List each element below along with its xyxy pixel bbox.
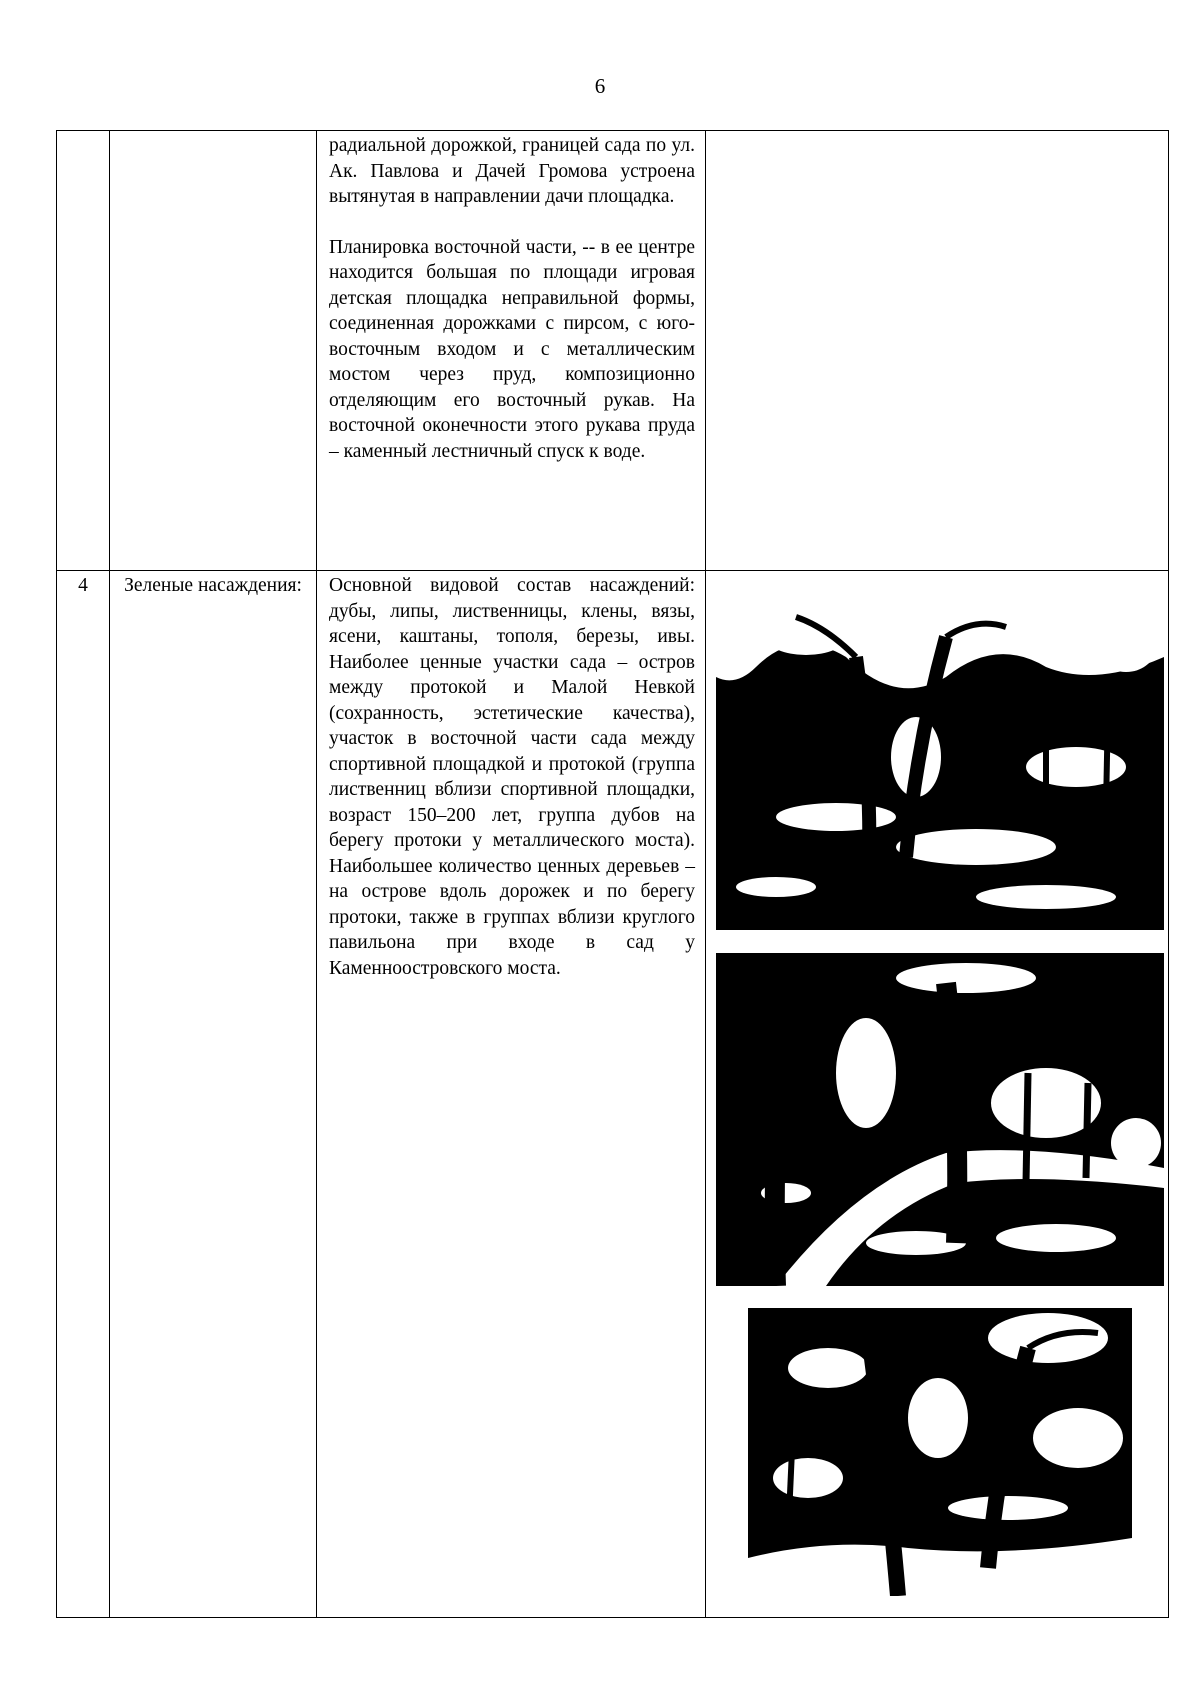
page-number: 6 [594, 74, 606, 98]
row-name-cell [110, 131, 317, 571]
row-image-cell [706, 571, 1169, 1618]
row-description-cell [317, 571, 706, 1618]
park-photo-alley [716, 953, 1164, 1286]
row-name-cell: Зеленые насаждения: [110, 571, 317, 1618]
description-paragraph: Планировка восточной части, -- в ее центре находится большая по площади игровая детская площадка неправильной формы, соединенная дорожками с пирсом, с юго-восточным входом и с металлическим мостом через пруд, композиционно отделяющим его восточный рукав. На восточной оконечности этого рукава пруда – каменный лестничный спуск к воде. [329, 236, 695, 462]
document-table [56, 130, 1169, 1618]
description-paragraph: радиальной дорожкой, границей сада по ул. Ак. Павлова и Дачей Громова устроена вытянутая в направлении дачи площадка. [329, 135, 695, 207]
description-paragraph: Основной видовой состав насаждений: дубы, липы, лиственницы, клены, вязы, ясени, каштаны, тополя, березы, ивы. Наиболее ценные участки сада – остров между протокой и Малой Невкой (сохранность, эстетические качества), участок в восточной части сада между спортивной площадкой и протокой (группа лиственниц вблизи спортивной площадки, возраст 150–200 лет, группа дубов на берегу протоки у металлического моста). Наибольшее количество ценных деревьев – на острове вдоль дорожек и по берегу протоки, также в группах вблизи круглого павильона при входе в сад у Каменноостровского моста. [329, 575, 695, 979]
row-image-cell [706, 131, 1169, 571]
park-photo-oaks [748, 1308, 1132, 1596]
park-photo-trees-pond [716, 597, 1164, 930]
table-row [57, 571, 1169, 1618]
row-number-cell: 4 [57, 571, 110, 1618]
row-description-cell [317, 131, 706, 571]
row-number-cell [57, 131, 110, 571]
table-row [57, 131, 1169, 571]
